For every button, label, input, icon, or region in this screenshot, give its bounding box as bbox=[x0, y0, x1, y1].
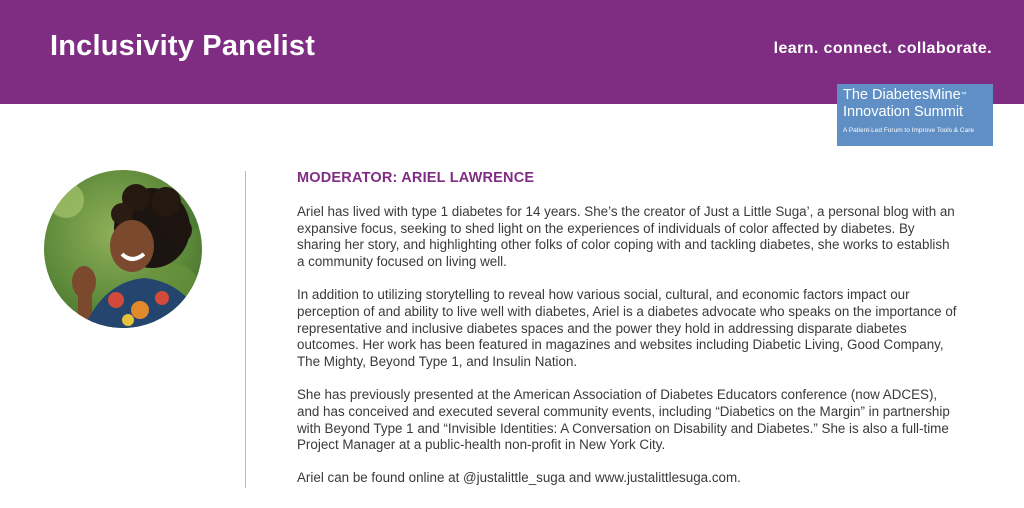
moderator-portrait bbox=[44, 170, 202, 328]
bio-paragraph: Ariel has lived with type 1 diabetes for 14 years. She’s the creator of Just a Little Suga’, a personal blog with an expansive focus, seeking to shed light on the experiences of individuals of color affected by diabetes. By sharing her story, and highlighting other folks of color coping with and tackling diabetes, she works to establish a community focused on living well. bbox=[297, 203, 955, 270]
bio-paragraph: In addition to utilizing storytelling to reveal how various social, cultural, and economic factors impact our perception of and ability to live well with diabetes, Ariel is a diabetes advocate who speaks on the importance of representative and inclusive diabetes spaces and the power they hold in addressing disparate diabetes outcomes. Her work has been featured in magazines and websites including Diabetic Living, Good Company, The Mighty, Beyond Type 1, and Insulin Nation. bbox=[297, 286, 957, 370]
tagline: learn. connect. collaborate. bbox=[773, 40, 992, 57]
bio-paragraph: Ariel can be found online at @justalittle_suga and www.justalittlesuga.com. bbox=[297, 470, 741, 486]
summit-logo bbox=[837, 84, 993, 146]
moderator-bio bbox=[297, 170, 957, 503]
bio-paragraph: She has previously presented at the American Association of Diabetes Educators conference (now ADCES), and has conceived and executed several community events, including “Diabetics on the Margin” in partnership with Beyond Type 1 and “Invisible Identities: A Conversation on Disability and Diabetes.” She is also a full-time Project Manager at a public-health non-profit in New York City. bbox=[297, 386, 950, 453]
logo-line-1: The DiabetesMine™ bbox=[843, 87, 967, 103]
logo-line-3: A Patient-Led Forum to Improve Tools & Care bbox=[843, 127, 975, 134]
page-title: Inclusivity Panelist bbox=[50, 30, 316, 62]
logo-line-2: Innovation Summit bbox=[843, 104, 964, 120]
portrait-image bbox=[44, 170, 202, 328]
vertical-divider bbox=[245, 171, 246, 488]
moderator-heading: MODERATOR: ARIEL LAWRENCE bbox=[297, 170, 535, 186]
